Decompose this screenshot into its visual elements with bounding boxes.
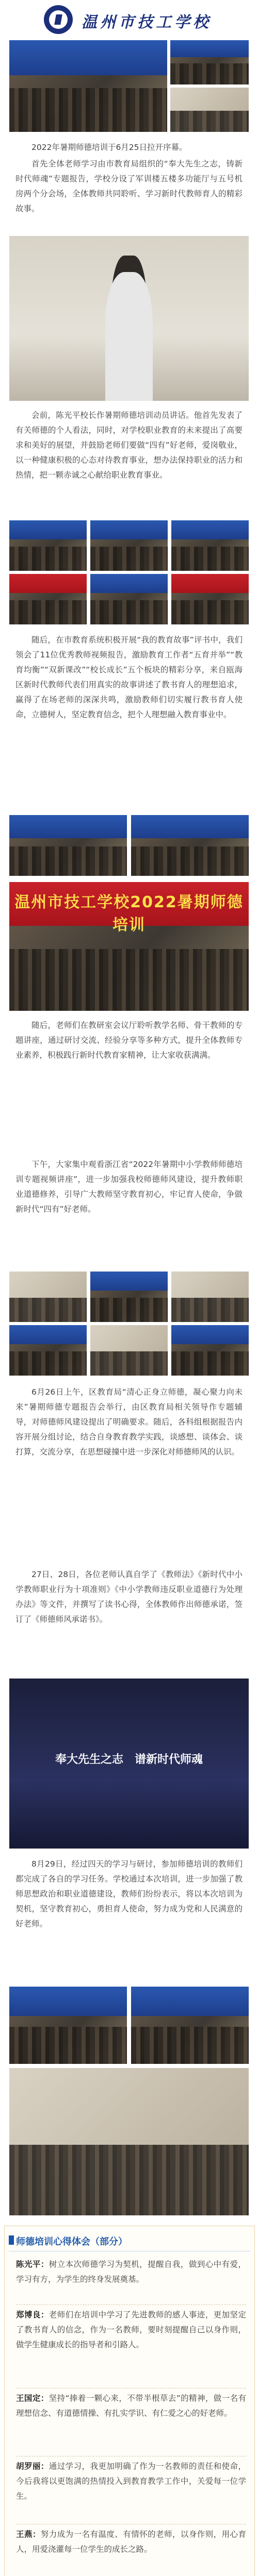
comment-text: 老师们在培训中学习了先进教师的感人事迹，更加坚定了教书育人的信念，作为一名教师，要时刻提醒自己以身作则，做学生健康成长的指导者和引路人。 bbox=[16, 2310, 246, 2349]
meeting-photo-side-2 bbox=[170, 88, 249, 132]
article-paragraph: 6月26日上午，区教育局“清心正身立师德，凝心聚力向未来”暑期师德专题报告会举行，由区教育局相关领导作专题辅导，对师德师风建设提出了明确要求。随后，各科组根据报告内容开展分组讨论，结合自身教育教学实践，谈感想、谈体会、谈打算，交流分享，在思想碰撞中进一步深化对师德师风的认识。 bbox=[15, 1387, 243, 1456]
grid-photo bbox=[171, 1272, 249, 1322]
grid-photo bbox=[9, 574, 87, 624]
comment-item bbox=[16, 2527, 246, 2557]
presentation-slide-photo bbox=[9, 1679, 249, 1849]
comment-author: 胡罗丽： bbox=[16, 2462, 49, 2471]
grid-photo bbox=[171, 574, 249, 624]
article-paragraph: 下午，大家集中观看浙江省“2022年暑期中小学教师师德培训专题视频讲座”，进一步加强我校师德师风建设，提升教师职业道德修养，引导广大教师坚守教育初心，牢记育人使命，争做新时代“四有”好老师。 bbox=[15, 1160, 243, 1214]
school-header bbox=[0, 0, 258, 38]
comments-title: 师德培训心得体会（部分） bbox=[16, 2236, 127, 2247]
comment-author: 王燕： bbox=[16, 2530, 41, 2539]
comment-author: 陈光平： bbox=[16, 2260, 49, 2269]
grid-photo bbox=[90, 1272, 168, 1322]
comment-author: 王国定： bbox=[16, 2394, 49, 2403]
slide-title: 奉大先生之志 谱新时代师魂 bbox=[55, 1753, 203, 1766]
article-paragraph: 随后，在市教育系统积极开展“我的教育故事”评书中，我们领会了11位优秀教师视频报告，激励教育工作者“五育并举”“教育均衡”“双新课改”“校长成长”五个板块的精彩分享，来自瓯海区新时代教师代表们用真实的故事讲述了教书育人的理想追求，赢得了在场老师的深深共鸣，激励教师们切实履行教书育人使命，立德树人，坚定教育信念，把个人理想融入教育事业中。 bbox=[15, 635, 243, 719]
comment-item bbox=[16, 2308, 246, 2352]
banner-title: 温州市技工学校2022暑期师德培训 bbox=[14, 893, 244, 934]
grid-photo bbox=[90, 574, 168, 624]
event-photo bbox=[131, 815, 249, 876]
comment-text: 通过学习，我更加明确了作为一名教师的责任和使命，今后我将以更饱满的热情投入到教育教学工作中，关爱每一位学生。 bbox=[16, 2462, 246, 2501]
grid-photo bbox=[90, 1325, 168, 1376]
article-paragraph: 首先全体老师学习由市教育局组织的“奉大先生之志，铸新时代师魂”专题报告，学校分设了军训楼五楼多功能厅与五号机房两个分会场，全体教师共同聆听、学习新时代教师育人的精彩故事。 bbox=[15, 159, 243, 213]
grid-photo bbox=[171, 520, 249, 571]
article-paragraph: 随后，老师们在教研室会议厅聆听教学名师、骨干教师的专题讲座，通过研讨交流、经验分享等多种方式，提升全体教师专业素养，积极践行新时代教育家精神，让大家收获满满。 bbox=[15, 1021, 243, 1060]
comment-text: 树立本次师德学习为契机，提醒自我，做到心中有爱，学习有方，为学生的终身发展奠基。 bbox=[16, 2260, 246, 2284]
comment-item bbox=[16, 2257, 246, 2287]
comments-box bbox=[4, 2226, 255, 2576]
article-paragraph: 27日、28日，各位老师认真自学了《教师法》《新时代中小学教师职业行为十项准则》《中小学教师违反职业道德行为处理办法》等文件，并撰写了读书心得，全体教师作出师德承诺，签订了《师德师风承诺书》。 bbox=[15, 1570, 243, 1624]
grid-photo bbox=[90, 520, 168, 571]
grid-photo bbox=[9, 1325, 87, 1376]
comment-item bbox=[16, 2459, 246, 2504]
article-paragraph: 8月29日，经过四天的学习与研讨，参加师德培训的教师们都完成了各自的学习任务。学校通过本次培训，进一步加强了教师思想政治和职业道德建设，教师们纷纷表示，将以本次培训为契机，坚守教育初心，勇担育人使命，努力成为党和人民满意的好老师。 bbox=[15, 1859, 243, 1928]
grid-photo bbox=[9, 1272, 87, 1322]
article-paragraph: 会前，陈光平校长作暑期师德培训动员讲话。他首先发表了有关师德的个人看法，同时，对学校职业教育的未来提出了高要求和美好的展望，并鼓励老师们要做“四有”好老师，爱岗敬业，以一种健康积极的心态对待教育事业，想办法保持职业的活力和热情，把一颗赤诚之心献给职业教育事业。 bbox=[15, 411, 243, 480]
meeting-photo-side-1 bbox=[170, 40, 249, 84]
training-banner-photo bbox=[9, 882, 249, 1011]
comment-item bbox=[16, 2391, 246, 2421]
school-logo-icon bbox=[44, 5, 73, 34]
comment-author: 郑博良： bbox=[16, 2310, 49, 2319]
comment-text: 努力成为一名有温度、有情怀的老师，以身作则，用心育人，用爱浇灌每一位学生的成长之路。 bbox=[16, 2530, 246, 2554]
event-photo bbox=[131, 1987, 249, 2064]
school-name: 温州市技工学校 bbox=[82, 13, 212, 31]
grid-photo bbox=[9, 520, 87, 571]
meeting-photo-main bbox=[9, 40, 167, 132]
comment-separator bbox=[16, 2304, 246, 2305]
event-photo bbox=[9, 2068, 249, 2215]
event-photo bbox=[9, 1987, 127, 2064]
event-photo bbox=[9, 815, 127, 876]
article-paragraph: 2022年暑期师德培训于6月25日拉开序幕。 bbox=[31, 143, 187, 152]
section-marker-icon bbox=[9, 2235, 14, 2245]
comment-text: 坚持“捧着一颗心来，不带半根草去”的精神，做一名有理想信念、有道德情操、有扎实学识、有仁爱之心的好老师。 bbox=[16, 2394, 246, 2418]
speaker-photo bbox=[9, 236, 249, 401]
grid-photo bbox=[171, 1325, 249, 1376]
